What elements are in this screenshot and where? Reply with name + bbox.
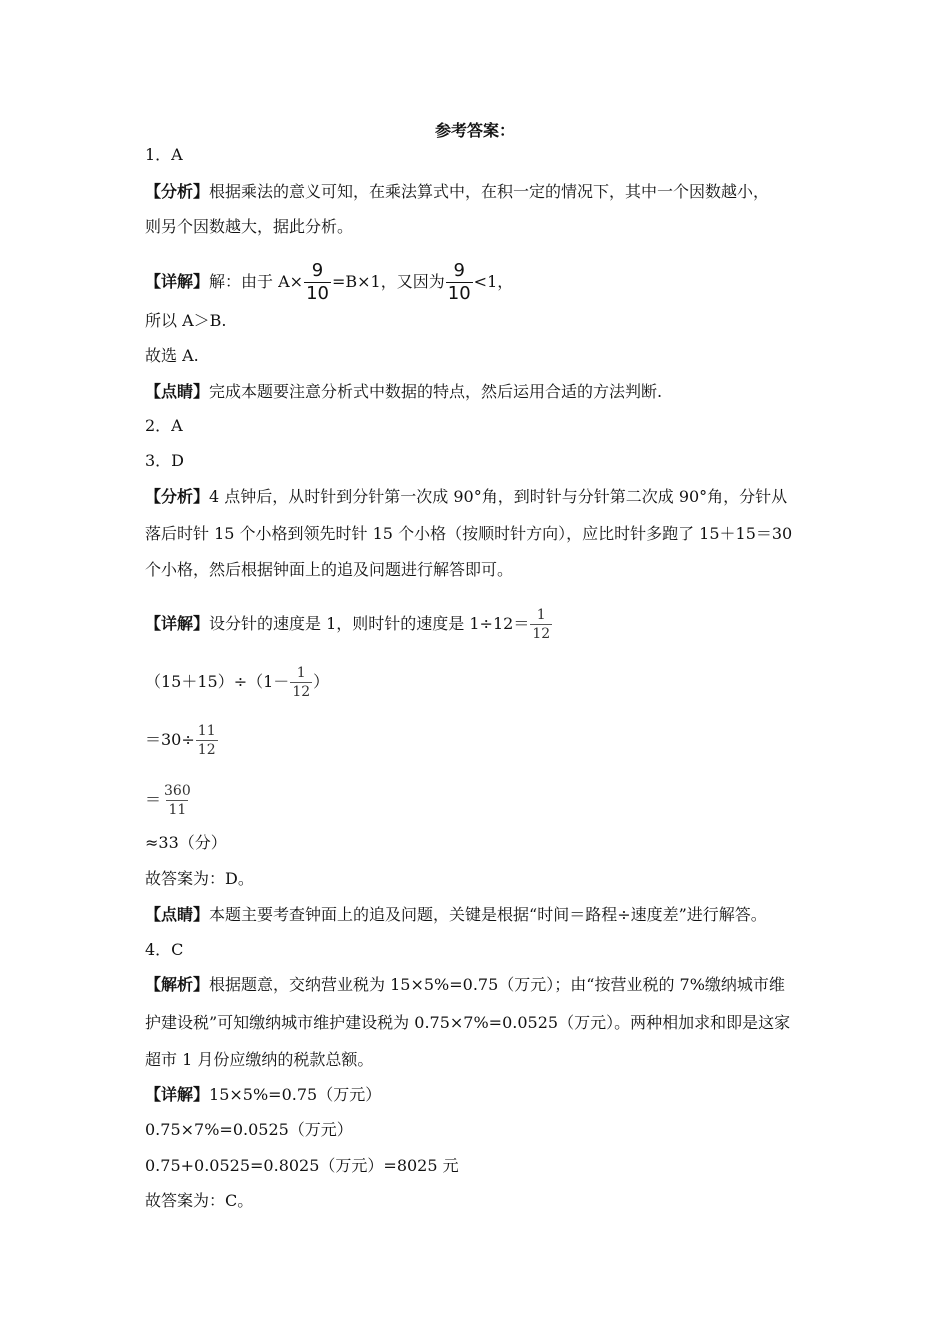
q3-calc-line-2 (145, 724, 219, 757)
q4-analysis-line-2: 护建设税”可知缴纳城市维护建设税为 0.75×7%=0.0525（万元）。两种相加求和即是这家 (145, 1013, 791, 1032)
fraction-numerator: 1 (536, 607, 546, 623)
q3-detail-text: 设分针的速度是 1，则时针的速度是 1÷12＝ (209, 614, 530, 633)
detail-tag: 【详解】 (145, 614, 210, 633)
q3-analysis-line-1 (145, 487, 787, 507)
q1-detail-text-a: 解：由于 A× (209, 272, 304, 291)
q1-choose-line: 故选 A. (145, 346, 199, 365)
fraction-numerator: 1 (296, 665, 306, 681)
fraction-denominator: 12 (532, 626, 551, 642)
fraction-denominator: 11 (168, 802, 187, 818)
fraction-nine-tenths (304, 262, 331, 303)
q1-answer: 1．A (145, 145, 183, 164)
fraction-nine-tenths-2 (446, 262, 473, 303)
fraction-one-twelfth (530, 608, 552, 641)
q1-detail-text-c: <1， (473, 272, 514, 291)
point-tag: 【点睛】 (145, 905, 210, 924)
q1-detail-text-b: =B×1，又因为 (331, 272, 445, 291)
q3-approx-line: ≈33（分） (145, 833, 227, 852)
point-tag: 【点睛】 (145, 382, 210, 401)
q4-result-line: 故答案为：C。 (145, 1191, 254, 1210)
page-title: 参考答案： (434, 121, 515, 140)
q4-detail-line-1 (145, 1085, 381, 1105)
q3-point-line (145, 905, 767, 925)
q3-calc-line-3 (145, 784, 194, 817)
fraction-eleven-twelfths (196, 724, 218, 757)
q1-so-line: 所以 A＞B. (145, 311, 227, 330)
q3-detail-line (145, 608, 553, 641)
q1-analysis-line-2: 则另个因数越大，据此分析。 (145, 217, 354, 236)
fraction-numerator: 9 (453, 260, 465, 281)
q3-calc-2a: ＝30÷ (145, 730, 195, 749)
q4-analysis-text-1: 根据题意，交纳营业税为 15×5%=0.75（万元）；由“按营业税的 7%缴纳城市维 (209, 975, 785, 994)
q3-calc-line-1 (145, 666, 329, 699)
q3-calc-1a: （15＋15）÷（1－ (145, 672, 290, 691)
fraction-denominator: 10 (447, 283, 471, 304)
q4-detail-line-3: 0.75+0.0525=0.8025（万元）=8025 元 (145, 1156, 459, 1175)
q4-analysis-line-3: 超市 1 月份应缴纳的税款总额。 (145, 1050, 374, 1069)
q1-point-text: 完成本题要注意分析式中数据的特点，然后运用合适的方法判断. (209, 382, 663, 401)
fraction-denominator: 12 (197, 742, 216, 758)
q1-analysis-text-1: 根据乘法的意义可知，在乘法算式中，在积一定的情况下，其中一个因数越小， (209, 182, 770, 201)
detail-tag: 【详解】 (145, 272, 210, 291)
q3-calc-3a: ＝ (145, 790, 162, 809)
q1-analysis-line-1 (145, 182, 769, 202)
q3-point-text: 本题主要考查钟面上的追及问题，关键是根据“时间＝路程÷速度差”进行解答。 (209, 905, 767, 924)
q4-answer: 4．C (145, 940, 184, 959)
detail-tag: 【详解】 (145, 1085, 210, 1104)
fraction-360-over-11 (162, 784, 193, 817)
q3-calc-1b: ） (313, 672, 330, 691)
analysis-tag: 【分析】 (145, 487, 210, 506)
q3-analysis-line-2: 落后时针 15 个小格到领先时针 15 个小格（按顺时针方向），应比时针多跑了 15＋15＝30 (145, 524, 793, 543)
q4-detail-line-2: 0.75×7%=0.0525（万元） (145, 1120, 353, 1139)
q3-answer: 3．D (145, 451, 185, 470)
analysis-tag: 【分析】 (145, 182, 210, 201)
q1-detail-line (145, 262, 513, 303)
fraction-denominator: 12 (292, 684, 311, 700)
q4-detail-text-1: 15×5%=0.75（万元） (209, 1085, 382, 1104)
fraction-numerator: 9 (311, 260, 324, 281)
q3-result-line: 故答案为：D。 (145, 869, 254, 888)
q3-analysis-text-1: 4 点钟后，从时针到分针第一次成 90°角，到时针与分针第二次成 90°角，分针从 (209, 487, 788, 506)
fraction-one-twelfth (290, 666, 312, 699)
analysis-tag: 【解析】 (145, 975, 210, 994)
q3-analysis-line-3: 个小格，然后根据钟面上的追及问题进行解答即可。 (145, 560, 514, 579)
q2-answer: 2．A (145, 416, 183, 435)
q4-analysis-line-1 (145, 975, 785, 995)
fraction-denominator: 10 (306, 283, 329, 304)
q1-point-line (145, 382, 662, 402)
fraction-numerator: 360 (164, 783, 191, 799)
fraction-numerator: 11 (197, 723, 216, 739)
